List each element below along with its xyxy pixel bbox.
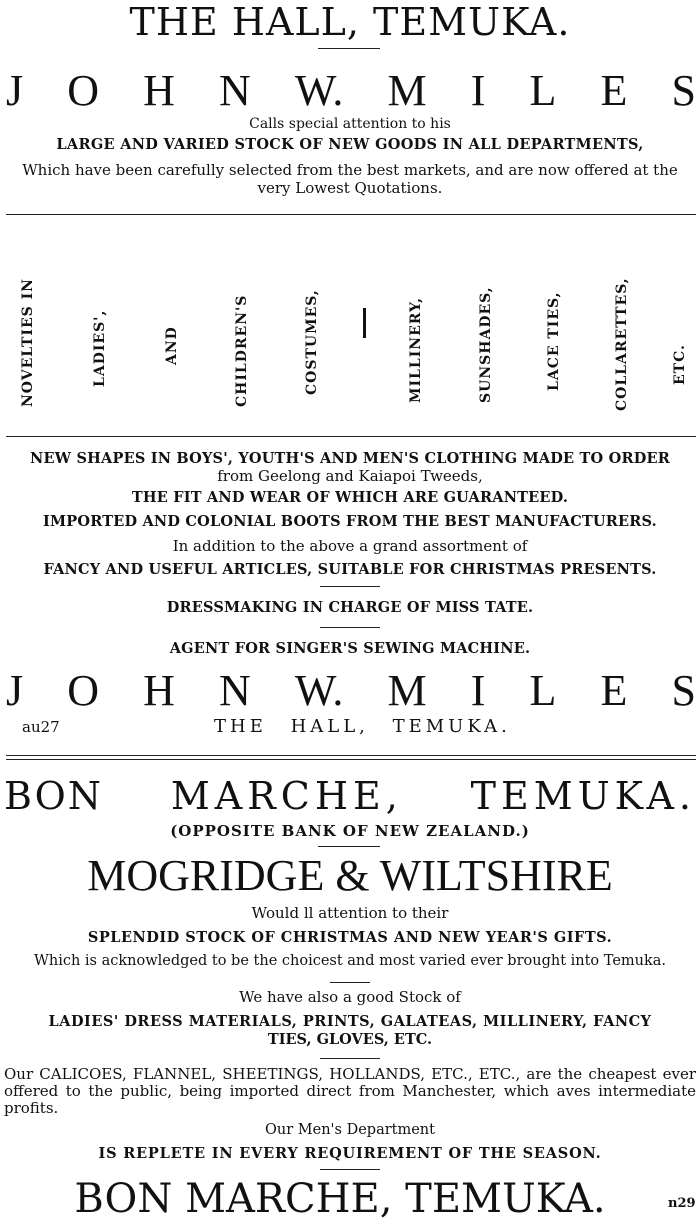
replete-line: IS REPLETE IN EVERY REQUIREMENT OF THE SEASON. — [98, 1145, 602, 1162]
letter: M — [387, 66, 427, 115]
imported-boots-line: IMPORTED AND COLONIAL BOOTS FROM THE BEST MANUFACTURERS. — [43, 513, 657, 530]
column-text: CHILDREN'S — [234, 294, 250, 407]
divider — [318, 48, 380, 49]
letter: S — [671, 666, 696, 715]
splendid-stock-line: SPLENDID STOCK OF CHRISTMAS AND NEW YEAR'S GIFTS. — [87, 929, 613, 946]
letter: I — [470, 66, 486, 115]
divider — [330, 982, 370, 983]
letter: W. — [294, 666, 344, 715]
ad1-code: au27 — [22, 718, 60, 736]
ad2-heading — [4, 774, 696, 818]
column-text: NOVELTIES IN — [20, 278, 36, 407]
column-text: ETC. — [672, 344, 688, 385]
divider — [320, 1058, 380, 1059]
large-stock-line: LARGE AND VARIED STOCK OF NEW GOODS IN ALL DEPARTMENTS, — [56, 136, 644, 153]
divider — [320, 586, 380, 587]
geelong-line: from Geelong and Kaiapoi Tweeds, — [217, 467, 483, 485]
ad-separator — [6, 755, 696, 756]
letter: J — [6, 66, 24, 115]
letter: E — [600, 666, 628, 715]
section-rule — [6, 436, 696, 437]
divider — [320, 1169, 380, 1170]
letter: M — [387, 666, 427, 715]
ad1-proprietor-name — [6, 66, 696, 116]
we-have-line: We have also a good Stock of — [239, 988, 461, 1006]
calicoes-paragraph: Our CALICOES, FLANNEL, SHEETINGS, HOLLANDS, ETC., ETC., are the cheapest ever offered to the public, being imported direct from Manchester, which aves intermediate profits. — [4, 1065, 696, 1117]
in-addition-line: In addition to the above a grand assortment of — [172, 537, 528, 555]
ad2-footer-heading: BON MARCHE, TEMUKA. — [74, 1176, 606, 1222]
which-line-2: very Lowest Quotations. — [257, 179, 443, 197]
ad1-heading: THE HALL, TEMUKA. — [129, 0, 571, 44]
divider — [318, 846, 380, 847]
acknowledged-line: Which is acknowledged to be the choicest and most varied ever brought into Temuka. — [33, 953, 667, 969]
vertical-columns — [6, 225, 696, 425]
ad1-footer-address: THE HALL, TEMUKA. — [214, 716, 511, 737]
which-line-1: Which have been carefully selected from the best markets, and are now offered at the — [22, 161, 678, 179]
letter: I — [470, 666, 486, 715]
dressmaking-line: DRESSMAKING IN CHARGE OF MISS TATE. — [166, 599, 534, 616]
letter: L — [529, 66, 557, 115]
divider — [320, 627, 380, 628]
ladies-line-1: LADIES' DRESS MATERIALS, PRINTS, GALATEAS, MILLINERY, FANCY — [48, 1013, 652, 1030]
letter: L — [529, 666, 557, 715]
vertical-bar — [363, 308, 366, 338]
ad-separator — [6, 759, 696, 760]
letter: J — [6, 666, 24, 715]
section-rule — [6, 214, 696, 215]
heading-word: MARCHE, — [170, 774, 403, 818]
letter: W. — [294, 66, 344, 115]
column-text: MILLINERY, — [408, 296, 424, 403]
column-text: COLLARETTES, — [614, 277, 630, 411]
opposite-line: (OPPOSITE BANK OF NEW ZEALAND.) — [170, 822, 530, 840]
agent-line: AGENT FOR SINGER'S SEWING MACHINE. — [169, 640, 531, 657]
column-text: COSTUMES, — [304, 289, 320, 395]
column-text: LADIES', — [92, 309, 108, 387]
new-shapes-line: NEW SHAPES IN BOYS', YOUTH'S AND MEN'S CLOTHING MADE TO ORDER — [30, 450, 670, 467]
letter: N — [219, 666, 251, 715]
letter: H — [143, 666, 175, 715]
heading-word: TEMUKA. — [470, 774, 696, 818]
ad2-code: n29 — [668, 1196, 696, 1211]
column-text: AND — [164, 326, 180, 365]
column-text: SUNSHADES, — [478, 286, 494, 403]
ad1-proprietor-name-footer — [6, 666, 696, 716]
fancy-articles-line: FANCY AND USEFUL ARTICLES, SUITABLE FOR CHRISTMAS PRESENTS. — [43, 561, 657, 578]
column-text: LACE TIES, — [546, 291, 562, 391]
letter: S — [671, 66, 696, 115]
ladies-line-2: TIES, GLOVES, ETC. — [267, 1031, 433, 1048]
letter: N — [219, 66, 251, 115]
heading-word: BON — [4, 774, 104, 818]
firm-name: MOGRIDGE & WILTSHIRE — [87, 851, 613, 900]
letter: H — [143, 66, 175, 115]
mens-department-line: Our Men's Department — [265, 1122, 435, 1138]
calls-line: Calls special attention to his — [249, 116, 451, 132]
letter: E — [600, 66, 628, 115]
would-line: Would ll attention to their — [251, 904, 449, 922]
fit-wear-line: THE FIT AND WEAR OF WHICH ARE GUARANTEED. — [131, 489, 569, 506]
letter: O — [67, 66, 100, 115]
letter: O — [67, 666, 100, 715]
